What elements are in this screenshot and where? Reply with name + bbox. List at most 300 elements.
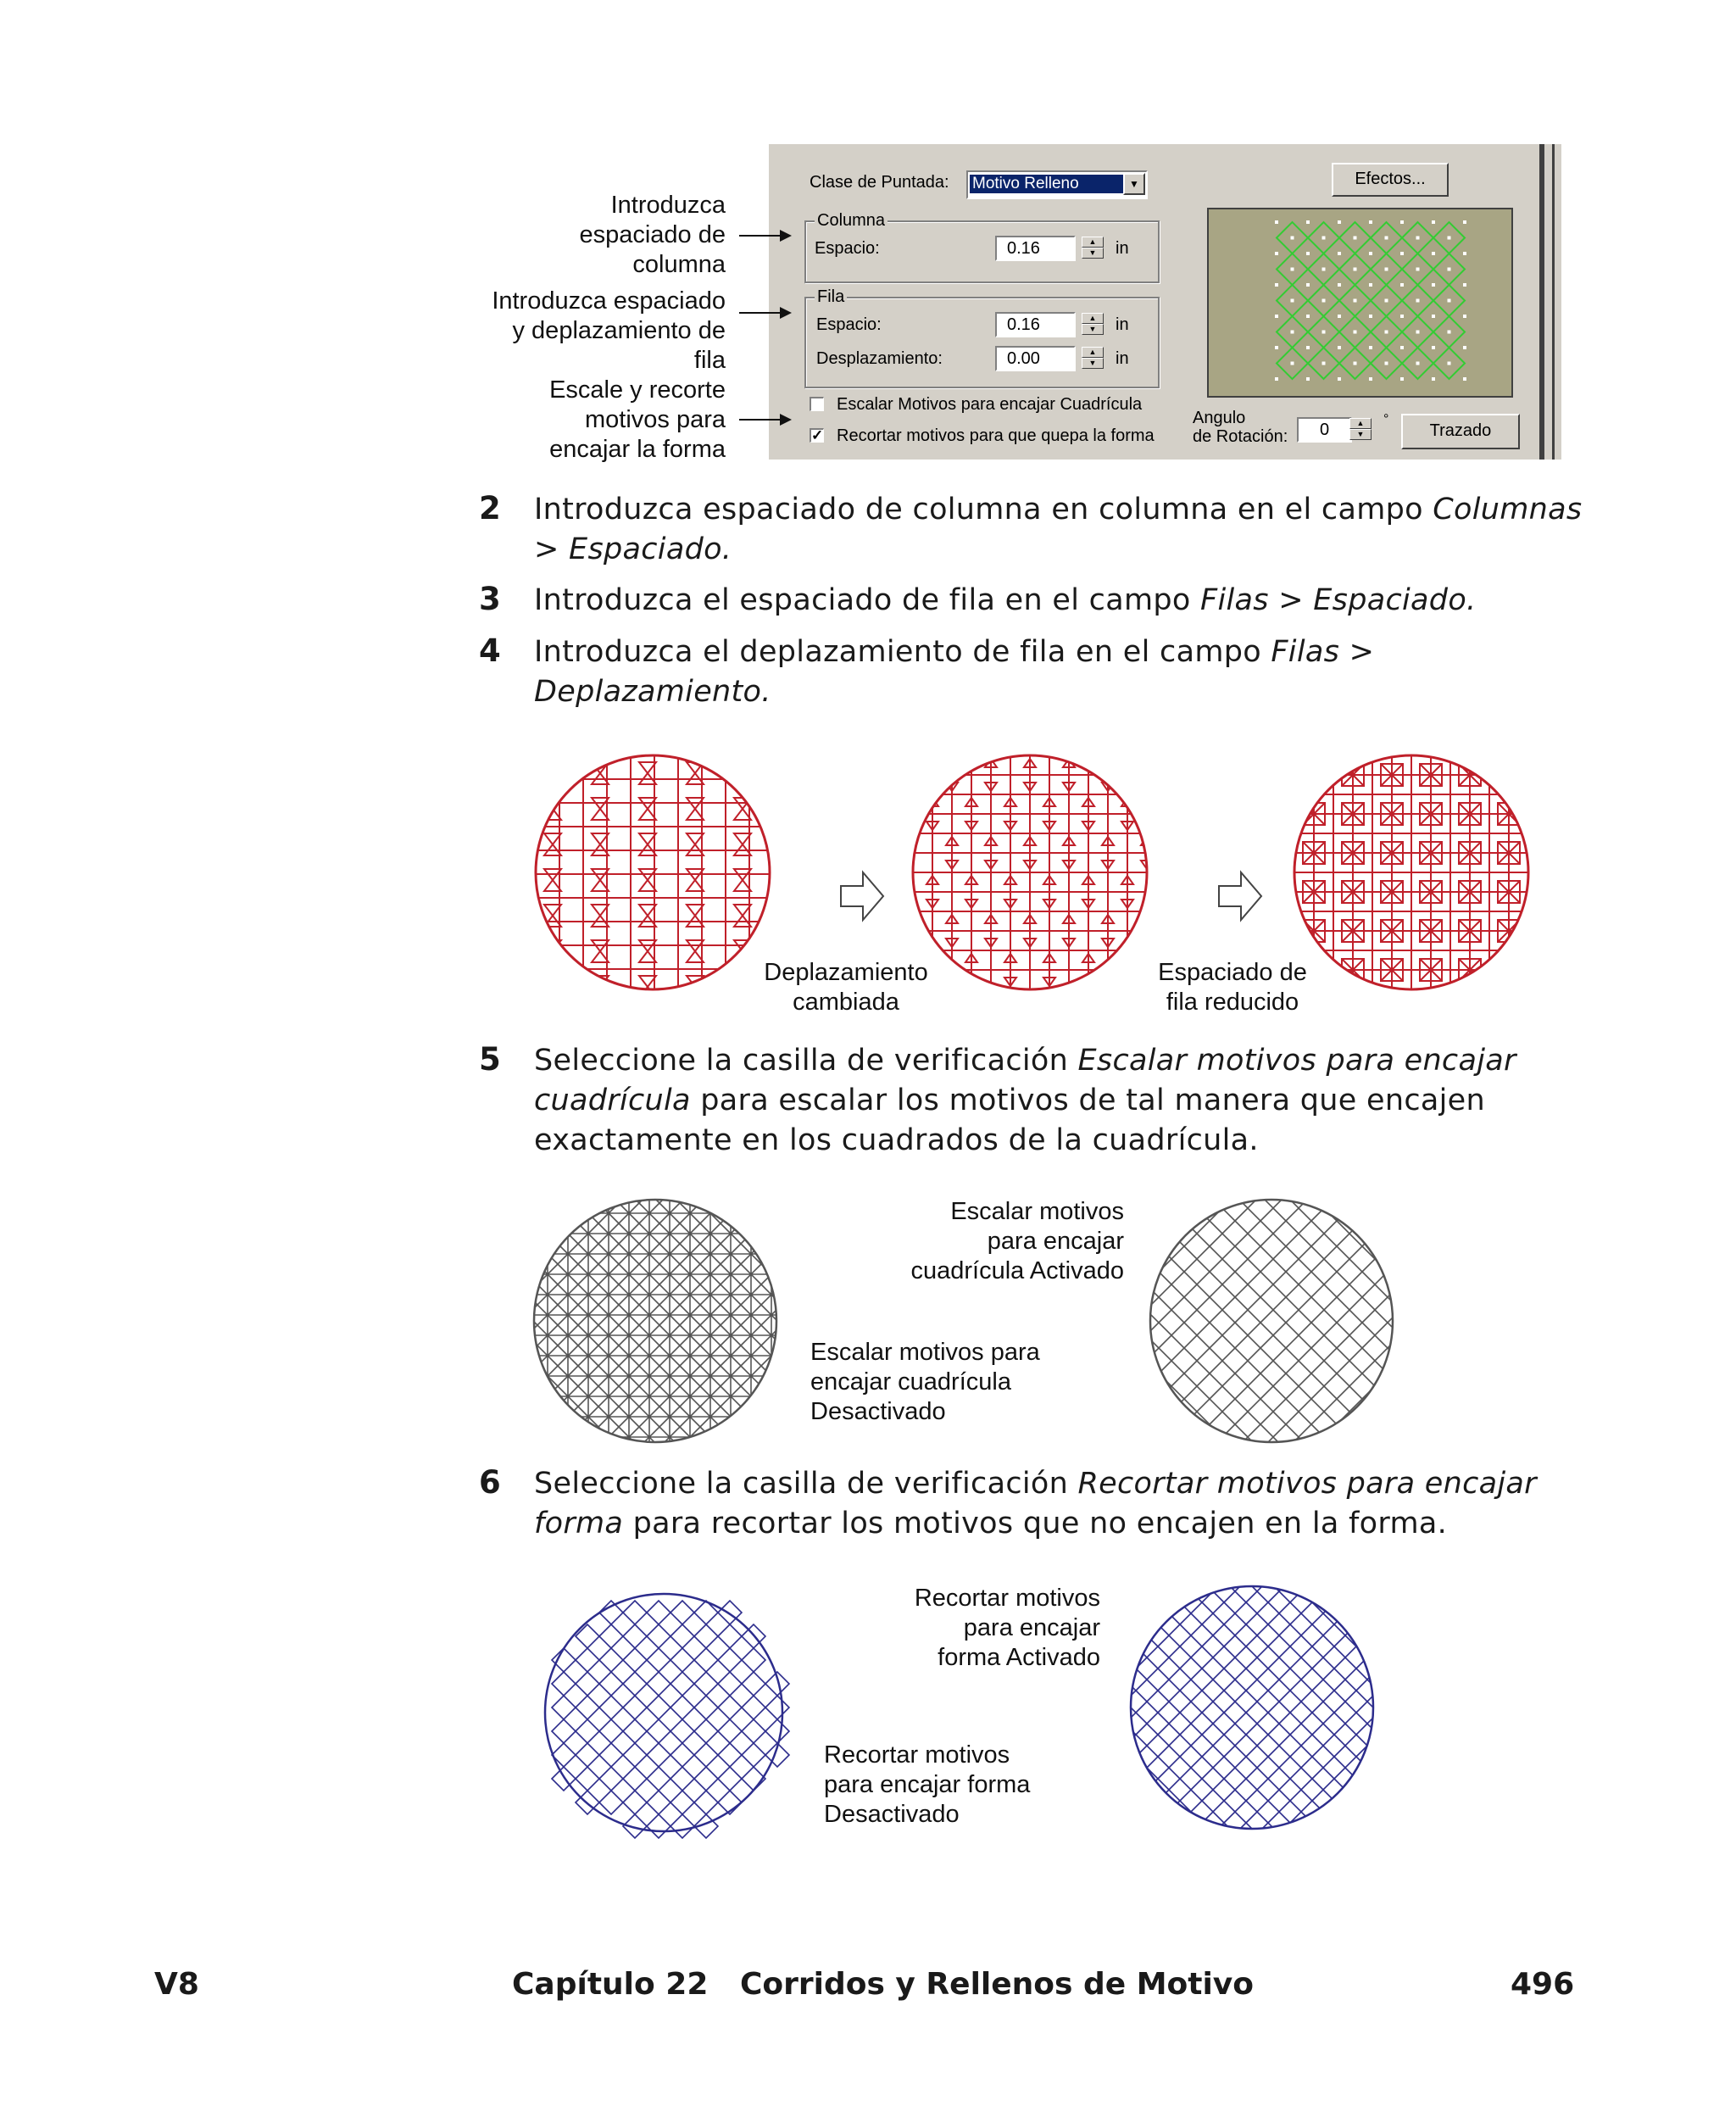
- step-text-segment: Introduzca espaciado de columna en columna en el campo: [534, 493, 1433, 526]
- diamond-cell: [1337, 1335, 1362, 1361]
- diamond-cell: [742, 1696, 765, 1719]
- diamond-cell: [576, 1767, 599, 1791]
- diamond-cell: [718, 1696, 742, 1719]
- diamond-cell: [1133, 1361, 1159, 1386]
- diamond-cell: [1235, 1234, 1260, 1259]
- grid-cell: [639, 1284, 659, 1305]
- diamond-cell: [1136, 1613, 1158, 1635]
- diamond-cell: [1180, 1768, 1202, 1790]
- diamond-cell: [742, 1719, 765, 1743]
- grid-cell: [659, 1244, 680, 1264]
- dialog-right-border: [1539, 144, 1544, 460]
- stitch-point: [1322, 268, 1326, 271]
- stitch-point: [1416, 362, 1420, 365]
- grid-cell: [558, 1325, 578, 1345]
- grid-cell: [578, 1386, 598, 1407]
- diamond-cell: [1224, 1702, 1246, 1724]
- grid-cell: [659, 1284, 680, 1305]
- grid-cell: [639, 1427, 659, 1447]
- grid-cell: [517, 1264, 537, 1284]
- diamond-cell: [1202, 1569, 1224, 1591]
- diamond-cell: [1311, 1183, 1337, 1208]
- grid-cell: [700, 1325, 721, 1345]
- stitch-point: [1432, 283, 1435, 287]
- diamond-cell: [1235, 1361, 1260, 1386]
- diamond-cell: [1260, 1234, 1286, 1259]
- chevron-down-icon[interactable]: ▼: [1123, 173, 1145, 195]
- diamond-cell: [1286, 1208, 1311, 1234]
- grid-cell: [782, 1366, 802, 1386]
- stitch-point: [1369, 220, 1372, 224]
- escalar-checkbox-label[interactable]: Escalar Motivos para encajar Cuadrícula: [837, 395, 1143, 414]
- step-text-segment: para recortar los motivos que no encajen en la forma.: [623, 1507, 1448, 1540]
- motif-fill: [913, 755, 1153, 989]
- stitch-point: [1338, 377, 1341, 381]
- stitch-point: [1354, 362, 1357, 365]
- step-number: 5: [479, 1041, 501, 1078]
- diamond-cell: [1388, 1361, 1413, 1386]
- bowtie-motif: [734, 940, 751, 962]
- grid-cell: [517, 1183, 537, 1203]
- stitch-point: [1400, 377, 1404, 381]
- stitch-point: [1463, 346, 1466, 349]
- grid-cell: [782, 1284, 802, 1305]
- callout-line: fila: [693, 347, 726, 374]
- diamond-cell: [1180, 1834, 1202, 1856]
- diamond-cell: [1202, 1613, 1224, 1635]
- diamond-cell: [1224, 1790, 1246, 1812]
- diamond-cell: [599, 1672, 623, 1696]
- grid-cell: [619, 1407, 639, 1427]
- diamond-cell: [1133, 1234, 1159, 1259]
- fila-espacio-input[interactable]: 0.16: [995, 312, 1076, 337]
- diamond-cell: [1136, 1790, 1158, 1812]
- diamond-cell: [1312, 1635, 1334, 1657]
- diamond-cell: [1202, 1635, 1224, 1657]
- diamond-cell: [1334, 1569, 1356, 1591]
- grid-cell: [578, 1366, 598, 1386]
- diamond-cell: [552, 1719, 576, 1743]
- label-line: encajar cuadrícula: [810, 1368, 1011, 1396]
- diamond-cell: [1260, 1361, 1286, 1386]
- grid-cell: [680, 1407, 700, 1427]
- diamond-cell: [1378, 1680, 1400, 1702]
- diamond-cell: [1286, 1234, 1311, 1259]
- diamond-cell: [1260, 1183, 1286, 1208]
- fila-desplazamiento-label: Desplazamiento:: [816, 349, 943, 368]
- diamond-cell: [599, 1791, 623, 1814]
- diamond-cell: [1158, 1834, 1180, 1856]
- diamond-cell: [1133, 1259, 1159, 1284]
- stitch-point: [1338, 220, 1341, 224]
- diamond-cell: [1378, 1635, 1400, 1657]
- diamond-cell: [647, 1719, 670, 1743]
- diamond-cell: [1337, 1310, 1362, 1335]
- diamond-cell: [1133, 1437, 1159, 1462]
- diamond-cell: [1180, 1569, 1202, 1591]
- diamond-cell: [1260, 1208, 1286, 1234]
- step-number: 4: [479, 632, 501, 669]
- diamond-cell: [1180, 1724, 1202, 1746]
- label-line: cuadrícula Activado: [910, 1257, 1124, 1284]
- diamond-cell: [1184, 1361, 1210, 1386]
- diamond-cell: [552, 1672, 576, 1696]
- diamond-cell: [623, 1791, 647, 1814]
- grid-cell: [721, 1305, 741, 1325]
- diamond-cell: [718, 1648, 742, 1672]
- grid-cell: [598, 1407, 619, 1427]
- diamond-cell: [694, 1791, 718, 1814]
- diamond-cell: [742, 1648, 765, 1672]
- diamond-cell: [1246, 1635, 1268, 1657]
- diamond-cell: [1184, 1284, 1210, 1310]
- grid-cell: [517, 1366, 537, 1386]
- grid-cell: [639, 1345, 659, 1366]
- diamond-cell: [1246, 1702, 1268, 1724]
- diamond-cell: [1246, 1724, 1268, 1746]
- stitch-point: [1463, 283, 1466, 287]
- diamond-cell: [1180, 1657, 1202, 1680]
- diamond-cell: [1158, 1812, 1180, 1834]
- diamond-cell: [1158, 1613, 1180, 1635]
- label-line: Recortar motivos: [824, 1741, 1010, 1769]
- diamond-cell: [1114, 1569, 1136, 1591]
- grid-cell: [782, 1203, 802, 1223]
- diamond-cell: [552, 1648, 576, 1672]
- step-number: 6: [479, 1464, 501, 1501]
- diamond-cell: [1158, 1790, 1180, 1812]
- diamond-cell: [1246, 1680, 1268, 1702]
- grid-cell: [761, 1223, 782, 1244]
- grid-cell: [517, 1203, 537, 1223]
- grid-cell: [721, 1244, 741, 1264]
- arrow-motif: [1121, 954, 1133, 986]
- label-scale-off: [810, 1338, 1040, 1427]
- stitch-point: [1275, 283, 1278, 287]
- diamond-cell: [694, 1624, 718, 1648]
- grid-cell: [741, 1264, 761, 1284]
- grid-cell: [721, 1264, 741, 1284]
- grid-cell: [680, 1244, 700, 1264]
- label-line: Deplazamiento: [764, 959, 928, 986]
- diamond-cell: [1290, 1680, 1312, 1702]
- grid-cell: [558, 1223, 578, 1244]
- diamond-cell: [599, 1743, 623, 1767]
- label-trim-off: [824, 1741, 1030, 1830]
- stitch-point: [1432, 252, 1435, 255]
- diamond-cell: [1158, 1657, 1180, 1680]
- diamond-cell: [1290, 1834, 1312, 1856]
- diamond-cell: [1158, 1591, 1180, 1613]
- diamond-cell: [576, 1648, 599, 1672]
- callout-line: Introduzca: [610, 192, 726, 219]
- escalar-checkbox[interactable]: [810, 397, 824, 411]
- diamond-cell: [1378, 1724, 1400, 1746]
- diamond-cell: [1202, 1657, 1224, 1680]
- spinner-arrows-icon[interactable]: ▲ ▼: [1082, 237, 1104, 260]
- stitch-type-dropdown[interactable]: [966, 170, 1148, 199]
- diamond-cell: [718, 1767, 742, 1791]
- diamond-cell: [1362, 1335, 1388, 1361]
- recortar-checkbox-label[interactable]: Recortar motivos para que quepa la forma: [837, 426, 1155, 445]
- step-text-segment: Seleccione la casilla de verificación: [534, 1044, 1078, 1078]
- diamond-cell: [1114, 1834, 1136, 1856]
- diamond-cell: [1184, 1259, 1210, 1284]
- step-text: [534, 490, 1585, 570]
- grid-cell: [537, 1223, 558, 1244]
- diamond-cell: [1136, 1680, 1158, 1702]
- diamond-cell: [1334, 1746, 1356, 1768]
- diamond-cell: [1337, 1412, 1362, 1437]
- diamond-cell: [1246, 1790, 1268, 1812]
- diamond-cell: [1312, 1834, 1334, 1856]
- diamond-cell: [1312, 1768, 1334, 1790]
- diamond-cell: [1378, 1702, 1400, 1724]
- diamond-cell: [1290, 1569, 1312, 1591]
- diamond-cell: [1362, 1284, 1388, 1310]
- grid-cell: [558, 1203, 578, 1223]
- stitch-point: [1400, 220, 1404, 224]
- grid-cell: [558, 1366, 578, 1386]
- diamond-cell: [1260, 1335, 1286, 1361]
- label-line: para encajar: [987, 1228, 1124, 1255]
- stitch-point: [1354, 331, 1357, 334]
- grid-cell: [700, 1386, 721, 1407]
- stitch-point: [1369, 315, 1372, 318]
- diamond-cell: [670, 1624, 694, 1648]
- step-text-segment: Seleccione la casilla de verificación: [534, 1467, 1078, 1501]
- grid-cell: [537, 1427, 558, 1447]
- angulo-label: [1193, 409, 1288, 446]
- diamond-cell: [1362, 1386, 1388, 1412]
- diamond-cell: [623, 1719, 647, 1743]
- diamond-cell: [765, 1719, 789, 1743]
- grid-cell: [659, 1325, 680, 1345]
- diamond-cell: [1159, 1437, 1184, 1462]
- stitch-point: [1322, 299, 1326, 303]
- grid-cell: [578, 1305, 598, 1325]
- diamond-cell: [1311, 1335, 1337, 1361]
- columna-espacio-input[interactable]: 0.16: [995, 236, 1076, 261]
- grid-cell: [578, 1223, 598, 1244]
- spinner-arrows-icon[interactable]: ▲ ▼: [1082, 347, 1104, 370]
- stitch-point: [1275, 346, 1278, 349]
- diamond-cell: [1158, 1569, 1180, 1591]
- diamond-cell: [1311, 1234, 1337, 1259]
- grid-fill: [1114, 1569, 1400, 1856]
- diamond-cell: [1224, 1635, 1246, 1657]
- grid-cell: [517, 1223, 537, 1244]
- grid-cell: [741, 1183, 761, 1203]
- diamond-cell: [718, 1719, 742, 1743]
- grid-cell: [721, 1284, 741, 1305]
- grid-cell: [619, 1386, 639, 1407]
- diamond-cell: [623, 1767, 647, 1791]
- grid-cell: [598, 1284, 619, 1305]
- grid-cell: [578, 1183, 598, 1203]
- diamond-cell: [1286, 1361, 1311, 1386]
- diamond-cell: [1286, 1335, 1311, 1361]
- grid-cell: [598, 1386, 619, 1407]
- grid-cell: [619, 1305, 639, 1325]
- diamond-cell: [1114, 1746, 1136, 1768]
- angulo-input[interactable]: 0: [1297, 417, 1352, 443]
- fila-desplazamiento-input[interactable]: 0.00: [995, 346, 1076, 371]
- diamond-cell: [1180, 1680, 1202, 1702]
- diamond-cell: [1312, 1724, 1334, 1746]
- diamond-cell: [623, 1696, 647, 1719]
- diamond-cell: [670, 1719, 694, 1743]
- diamond-cell: [1224, 1680, 1246, 1702]
- step-text-segment: para escalar los motivos de tal manera que encajen exactamente en los cuadrados de la cuadrícula.: [534, 1084, 1485, 1157]
- diamond-cell: [1180, 1613, 1202, 1635]
- diamond-cell: [718, 1672, 742, 1696]
- grid-cell: [598, 1244, 619, 1264]
- diamond-cell: [1202, 1768, 1224, 1790]
- pattern-preview: [1205, 205, 1516, 400]
- diamond-cell: [647, 1624, 670, 1648]
- diamond-cell: [1224, 1724, 1246, 1746]
- diamond-cell: [1224, 1812, 1246, 1834]
- diamond-cell: [1356, 1768, 1378, 1790]
- callout-fila: [492, 287, 726, 376]
- diamond-cell: [576, 1672, 599, 1696]
- diamond-cell: [1184, 1234, 1210, 1259]
- diamond-cell: [1290, 1768, 1312, 1790]
- grid-cell: [680, 1386, 700, 1407]
- diamond-cell: [1378, 1657, 1400, 1680]
- diamond-cell: [599, 1767, 623, 1791]
- stitch-point: [1385, 268, 1388, 271]
- grid-cell: [721, 1345, 741, 1366]
- arrow-icon: [739, 235, 790, 237]
- diamond-cell: [1224, 1768, 1246, 1790]
- diamond-cell: [670, 1767, 694, 1791]
- grid-cell: [680, 1264, 700, 1284]
- grid-cell: [761, 1325, 782, 1345]
- grid-cell: [578, 1244, 598, 1264]
- diamond-cell: [1202, 1834, 1224, 1856]
- diamond-cell: [1114, 1702, 1136, 1724]
- motif-fill: [536, 755, 770, 998]
- grid-cell: [782, 1325, 802, 1345]
- diamond-cell: [718, 1624, 742, 1648]
- grid-cell: [761, 1183, 782, 1203]
- diamond-cell: [1290, 1724, 1312, 1746]
- diamond-cell: [1311, 1284, 1337, 1310]
- diamond-cell: [1378, 1591, 1400, 1613]
- columna-espacio-label: Espacio:: [815, 239, 880, 258]
- grid-fill: [1133, 1183, 1413, 1462]
- grid-cell: [680, 1305, 700, 1325]
- diamond-cell: [599, 1601, 623, 1624]
- stitch-point: [1306, 315, 1310, 318]
- diamond-cell: [1378, 1746, 1400, 1768]
- grid-cell: [619, 1244, 639, 1264]
- grid-cell: [558, 1345, 578, 1366]
- diamond-cell: [694, 1767, 718, 1791]
- stitch-point: [1463, 377, 1466, 381]
- grid-cell: [741, 1345, 761, 1366]
- diamond-cell: [1159, 1234, 1184, 1259]
- diamond-cell: [1356, 1613, 1378, 1635]
- stitch-point: [1416, 237, 1420, 240]
- grid-cell: [537, 1305, 558, 1325]
- stitch-point: [1338, 252, 1341, 255]
- stitch-point: [1291, 268, 1294, 271]
- grid-cell: [619, 1366, 639, 1386]
- label-line: Escalar motivos: [950, 1198, 1124, 1225]
- stitch-point: [1432, 220, 1435, 224]
- callout-line: y deplazamiento de: [512, 317, 726, 344]
- diamond-cell: [694, 1672, 718, 1696]
- diamond-cell: [1210, 1234, 1235, 1259]
- spinner-arrows-icon[interactable]: ▲ ▼: [1349, 418, 1372, 442]
- diamond-cell: [694, 1743, 718, 1767]
- diamond-cell: [1235, 1259, 1260, 1284]
- diamond-cell: [1210, 1208, 1235, 1234]
- stitch-point: [1306, 252, 1310, 255]
- efectos-button[interactable]: Efectos...: [1332, 163, 1449, 197]
- diamond-cell: [1378, 1569, 1400, 1591]
- diamond-cell: [1224, 1613, 1246, 1635]
- spinner-arrows-icon[interactable]: ▲ ▼: [1082, 313, 1104, 337]
- diamond-cell: [1268, 1613, 1290, 1635]
- diamond-cell: [1224, 1591, 1246, 1613]
- diamond-cell: [1133, 1208, 1159, 1234]
- diamond-cell: [599, 1648, 623, 1672]
- grid-cell: [741, 1305, 761, 1325]
- diamond-cell: [1136, 1724, 1158, 1746]
- diamond-cell: [1158, 1635, 1180, 1657]
- label-line: Desactivado: [810, 1398, 946, 1425]
- diamond-cell: [647, 1743, 670, 1767]
- diamond-cell: [1210, 1335, 1235, 1361]
- grid-cell: [537, 1203, 558, 1223]
- diamond-cell: [647, 1648, 670, 1672]
- diamond-cell: [1268, 1680, 1290, 1702]
- diamond-cell: [1246, 1569, 1268, 1591]
- grid-cell: [741, 1284, 761, 1305]
- diamond-cell: [1158, 1724, 1180, 1746]
- diamond-cell: [1246, 1746, 1268, 1768]
- diamond-cell: [1312, 1812, 1334, 1834]
- label-line: fila reducido: [1166, 989, 1299, 1016]
- stitch-point: [1275, 377, 1278, 381]
- stitch-point: [1306, 377, 1310, 381]
- stitch-point: [1322, 362, 1326, 365]
- diamond-cell: [1202, 1724, 1224, 1746]
- grid-cell: [680, 1366, 700, 1386]
- grid-cell: [558, 1305, 578, 1325]
- diamond-cell: [1180, 1812, 1202, 1834]
- grid-cell: [741, 1223, 761, 1244]
- grid-cell: [558, 1183, 578, 1203]
- grid-cell: [700, 1305, 721, 1325]
- recortar-checkbox[interactable]: [810, 428, 824, 443]
- diamond-cell: [1388, 1183, 1413, 1208]
- label-line: cambiada: [793, 989, 899, 1016]
- diamond-cell: [1268, 1724, 1290, 1746]
- grid-cell: [659, 1223, 680, 1244]
- grid-cell: [517, 1345, 537, 1366]
- diamond-cell: [1210, 1386, 1235, 1412]
- diamond-cell: [1246, 1657, 1268, 1680]
- trazado-button[interactable]: Trazado: [1401, 414, 1520, 449]
- diamond-cell: [1184, 1335, 1210, 1361]
- diamond-cell: [1334, 1724, 1356, 1746]
- diamond-cell: [1202, 1790, 1224, 1812]
